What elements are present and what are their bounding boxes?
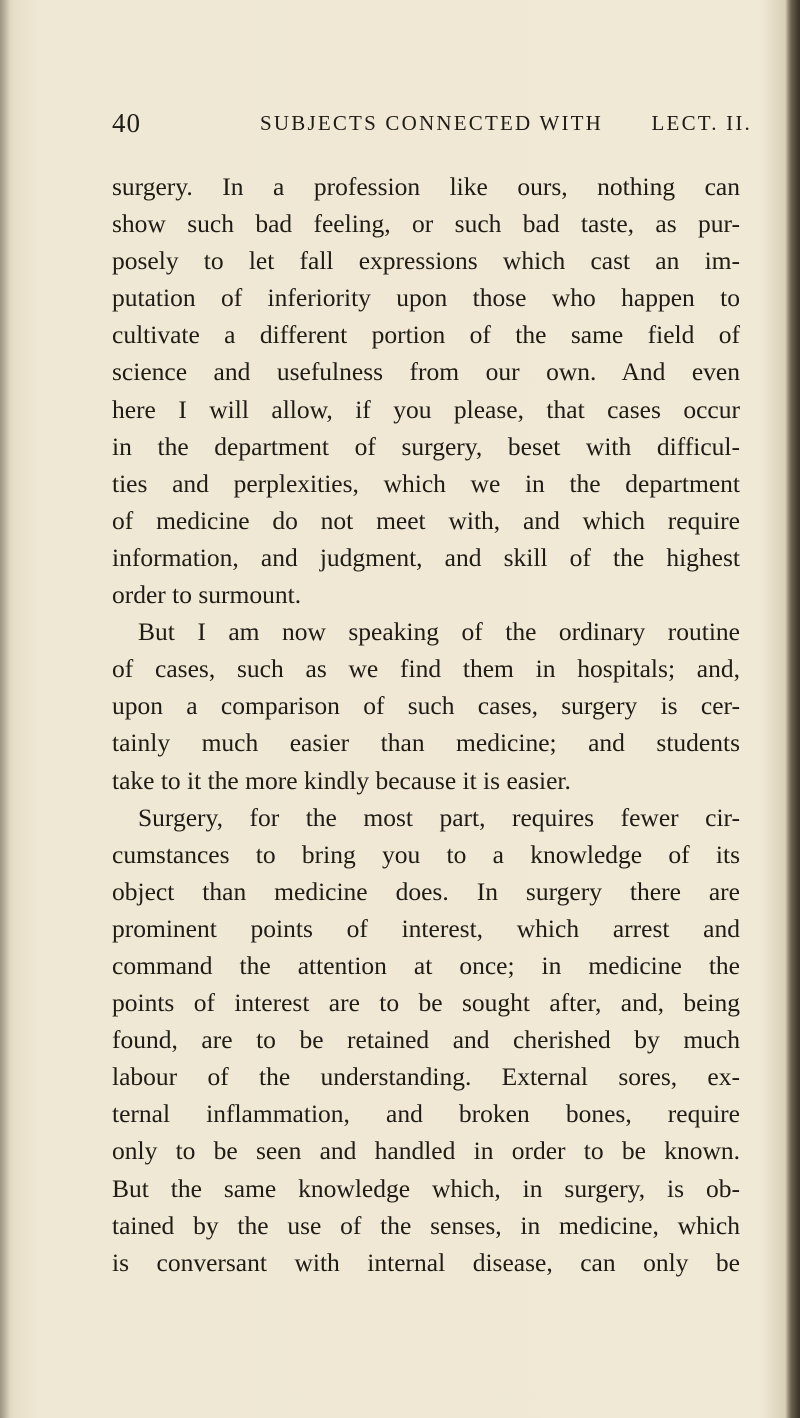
text-line: object than medicine does. In surgery there are (112, 876, 740, 906)
page-number: 40 (112, 108, 141, 138)
text-line: points of interest are to be sought after, and, being (112, 988, 740, 1018)
text-line: is conversant with internal disease, can only be (112, 1247, 740, 1277)
running-header (112, 108, 752, 148)
text-line: only to be seen and handled in order to be known. (112, 1136, 740, 1166)
text-line: posely to let fall expressions which cast an im- (112, 246, 740, 276)
gutter-shadow (0, 0, 10, 1418)
text-line: command the attention at once; in medicine the (112, 950, 740, 980)
text-line: tainly much easier than medicine; and students (112, 728, 740, 758)
running-title: SUBJECTS CONNECTED WITH (260, 111, 604, 135)
text-line-paragraph-end: take to it the more kindly because it is easier. (112, 765, 571, 795)
text-line: labour of the understanding. External sores, ex- (112, 1062, 740, 1092)
text-line: surgery. In a profession like ours, nothing can (112, 172, 740, 201)
text-line: cultivate a different portion of the same field of (112, 320, 740, 350)
text-line: But the same knowledge which, in surgery, is ob- (112, 1173, 740, 1203)
text-line: information, and judgment, and skill of the highest (112, 542, 740, 572)
text-line: of cases, such as we find them in hospitals; and, (112, 654, 740, 684)
text-line-paragraph-end: order to surmount. (112, 580, 302, 610)
text-line: cumstances to bring you to a knowledge of its (112, 839, 740, 869)
text-line: here I will allow, if you please, that cases occur (112, 394, 740, 424)
lecture-label: LECT. II. (651, 111, 752, 135)
text-line-paragraph-start: Surgery, for the most part, requires fewer cir- (138, 802, 740, 832)
text-line-paragraph-start: But I am now speaking of the ordinary routine (138, 617, 740, 647)
text-line: ties and perplexities, which we in the department (112, 468, 740, 498)
text-line: prominent points of interest, which arrest and (112, 913, 740, 943)
body-text (112, 168, 740, 1281)
text-line: science and usefulness from our own. And even (112, 357, 740, 387)
text-line: upon a comparison of such cases, surgery is cer- (112, 691, 740, 721)
text-line: tained by the use of the senses, in medicine, which (112, 1210, 740, 1240)
page-edge (786, 0, 800, 1418)
text-line: ternal inflammation, and broken bones, require (112, 1099, 740, 1129)
text-line: putation of inferiority upon those who happen to (112, 283, 740, 313)
text-line: found, are to be retained and cherished by much (112, 1025, 740, 1055)
text-line: of medicine do not meet with, and which require (112, 505, 740, 535)
text-line: in the department of surgery, beset with difficul- (112, 431, 740, 461)
text-line: show such bad feeling, or such bad taste, as pur- (112, 209, 740, 239)
